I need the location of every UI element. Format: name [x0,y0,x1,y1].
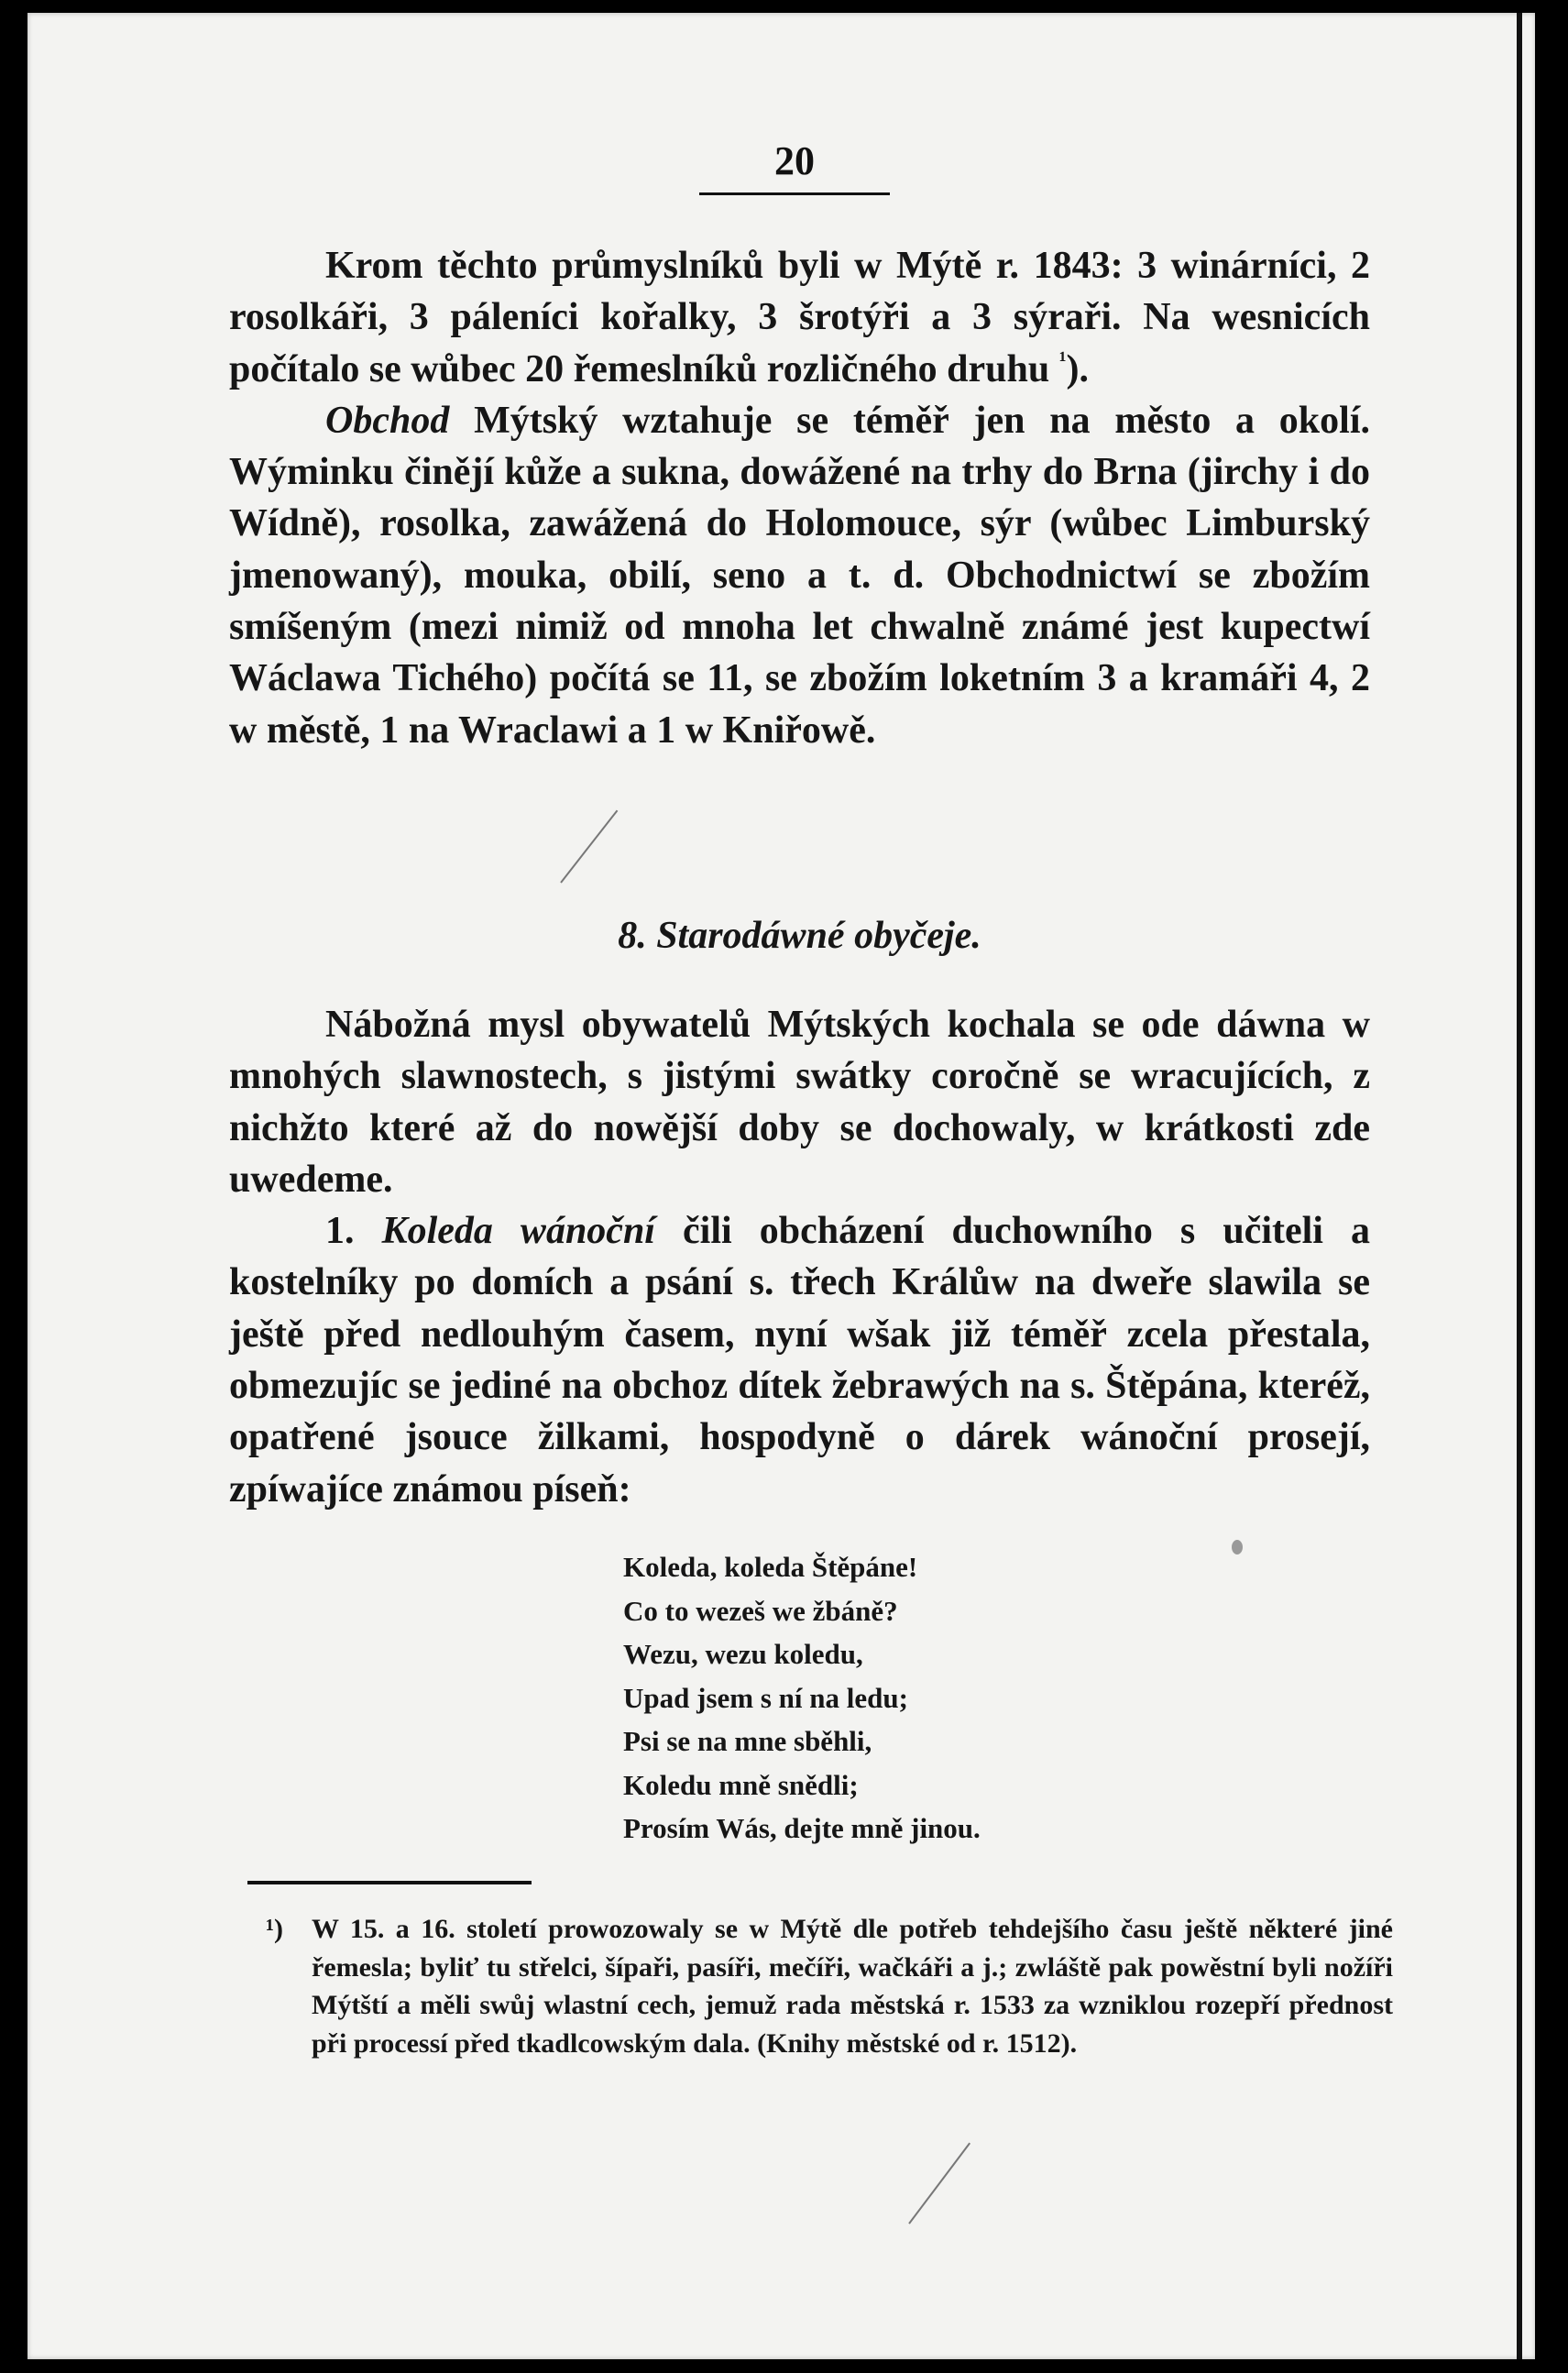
footnote-body [266,1910,1393,2062]
poem-line: Wezu, wezu koledu, [623,1638,863,1670]
obchod-paragraph [229,395,1370,756]
poem-line: Psi se na mne sběhli, [623,1725,872,1757]
section-heading: 8. Starodáwné obyčeje. [618,915,981,957]
poem-line: Koleda, koleda Štěpáne! [623,1551,918,1583]
upper-text-block [229,240,1370,756]
footnote [266,1910,1393,2062]
lower-text-block [229,999,1370,1515]
obchod-lead: Obchod [325,399,450,442]
header-rule [699,192,890,195]
footnote-text: W 15. a 16. století prowozowaly se w Mýtě dle potřeb tehdejšího času ještě některé jiné řemesla; byliť tu střelci, šípaři, pasíři, mečíři, wačkáři a j.; zwláště pak powěstní byli nožíři Mýtští a měli swůj wlastní cech, jemuž rada městská r. 1533 za wzniklou rozepří přednost při processí před tkadlcowským dala. (Knihy městské od r. 1512). [312,1914,1393,2059]
intro-text: Krom těchto průmyslníků byli w Mýtě r. 1843: 3 winárníci, 2 rosolkáři, 3 páleníci kořalky, 3 šrotýři a 3 sýraři. Na wesnicích počítalo se wůbec 20 řemeslníků rozličného druhu [229,245,1370,390]
poem-line: Co to wezeš we žbáně? [623,1594,898,1627]
carol-poem [623,1545,981,1851]
footnote-rule [247,1881,532,1884]
page-edge-rule [1517,13,1522,2359]
poem-line: Prosím Wás, dejte mně jinou. [623,1812,981,1844]
obchod-text: Mýtský wztahuje se téměř jen na město a okolí. Wýminku činějí kůže a sukna, dowážené na trhy do Brna (jirchy i do Wídně), rosolka, zawážená do Holomouce, sýr (wůbec Limburský jmenowaný), mouka, obilí, seno a t. d. Obchodnictwí se zbožím smíšeným (mezi nimiž od mnoha let chwalně známé jest kupectwí Wáclawa Tichého) počítá se 11, se zbožím loketním 3 a kramáři 4, 2 w městě, 1 na Wraclawi a 1 w Kniřowě. [229,399,1370,752]
scan-border [1535,0,1568,2373]
poem-line: Upad jsem s ní na ledu; [623,1681,908,1714]
intro-text-end: ). [1066,347,1090,390]
koleda-number: 1. [325,1210,355,1253]
koleda-paragraph [229,1205,1370,1515]
intro-paragraph [229,240,1370,395]
scan-speck [1232,1540,1243,1555]
koleda-lead: Koleda wánoční [381,1210,655,1253]
page-number: 20 [774,138,815,183]
koleda-text: čili obcházení duchowního s učiteli a kostelníky po domích a psání s. třech Králůw na dweře slawila se ještě před nedlouhým časem, nyní wšak již téměř zcela přestala, obmezujíc se jediné na obchoz dítek žebrawých na s. Štěpána, kteréž, opatřené jsouce žilkami, hospodyně o dárek wánoční prosejí, zpíwajíce známou píseň: [229,1210,1371,1511]
poem-line: Koledu mně snědli; [623,1768,859,1801]
footnote-marker: ¹) [266,1914,283,1944]
customs-paragraph: Nábožná mysl obywatelů Mýtských kochala se ode dáwna w mnohých slawnostech, s jistými swátky coročně se wracujících, z nichžto které až do nowější doby se dochowaly, w krátkosti zde uwedeme. [229,1004,1370,1201]
footnote-reference: ¹ [1058,346,1067,373]
